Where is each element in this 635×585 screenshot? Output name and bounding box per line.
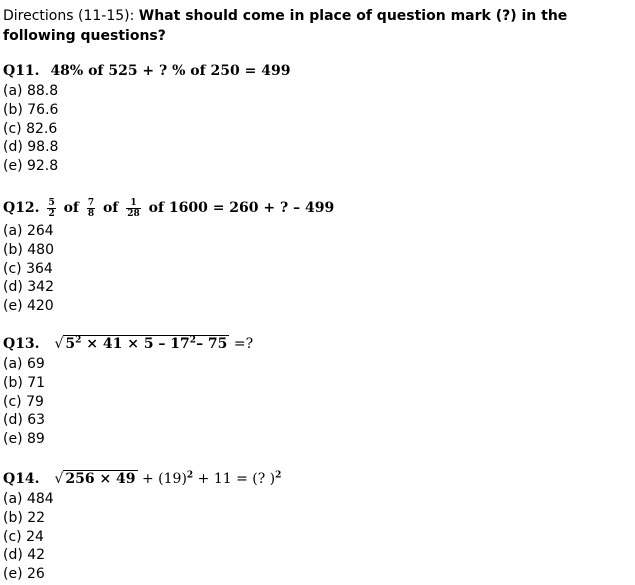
question-12 xyxy=(3,194,631,316)
square-root-sign: √ xyxy=(54,471,64,487)
question-number: Q12. xyxy=(3,200,40,216)
question-14-line xyxy=(3,468,631,490)
radicand-end: – 75 xyxy=(196,336,228,352)
question-13 xyxy=(3,333,631,449)
fraction-numerator: 1 xyxy=(126,198,141,209)
option-b: (b) 480 xyxy=(3,241,54,258)
option-d: (d) 63 xyxy=(3,412,46,429)
question-14-rest2: + 11 = (? ) xyxy=(193,471,276,487)
option-b: (b) 71 xyxy=(3,374,46,391)
option-c: (c) 24 xyxy=(3,528,44,545)
fraction-denominator: 8 xyxy=(87,208,95,219)
option-c: (c) 79 xyxy=(3,393,44,410)
question-11-line xyxy=(3,60,631,82)
exponent: 2 xyxy=(189,335,197,346)
option-a: (a) 69 xyxy=(3,356,45,372)
square-root xyxy=(54,333,229,355)
option-e: (e) 420 xyxy=(3,298,54,315)
fraction-5-2 xyxy=(47,198,55,219)
question-14 xyxy=(3,468,631,584)
directions xyxy=(3,6,631,46)
option-c: (c) 364 xyxy=(3,260,53,277)
question-14-rest: + (19) xyxy=(137,471,187,487)
exponent: 2 xyxy=(186,470,194,481)
question-number: Q14. xyxy=(3,471,40,487)
fraction-7-8 xyxy=(87,198,95,219)
option-d: (d) 342 xyxy=(3,279,54,296)
square-root xyxy=(54,468,137,490)
radicand-middle: × 41 × 5 – 17 xyxy=(81,336,190,352)
option-b: (b) 76.6 xyxy=(3,101,59,118)
fraction-denominator: 2 xyxy=(48,208,55,219)
option-e: (e) 26 xyxy=(3,566,45,583)
fraction-1-28 xyxy=(126,198,141,219)
square-root-sign: √ xyxy=(54,336,64,352)
option-a: (a) 484 xyxy=(3,491,54,507)
option-e: (e) 92.8 xyxy=(3,158,59,175)
option-e: (e) 89 xyxy=(3,431,45,448)
directions-label: Directions (11-15): xyxy=(3,8,139,24)
question-12-line xyxy=(3,194,631,222)
option-d: (d) 98.8 xyxy=(3,139,59,156)
exponent: 2 xyxy=(75,335,82,346)
equals-question: =? xyxy=(229,336,254,352)
option-d: (d) 42 xyxy=(3,547,46,564)
fraction-denominator: 28 xyxy=(127,208,140,219)
radicand-base: 5 xyxy=(65,336,76,352)
fraction-numerator: 7 xyxy=(87,197,95,208)
question-number: Q11. xyxy=(3,63,40,79)
of-text: of xyxy=(102,200,119,216)
option-b: (b) 22 xyxy=(3,509,46,526)
question-11 xyxy=(3,60,631,176)
question-11-expression: 48% of 525 + ? % of 250 = 499 xyxy=(50,63,291,79)
radicand xyxy=(63,335,229,352)
question-12-tail: of 1600 = 260 + ? – 499 xyxy=(148,200,335,216)
option-c: (c) 82.6 xyxy=(3,120,58,137)
option-a: (a) 88.8 xyxy=(3,83,59,99)
of-text: of xyxy=(63,200,79,216)
option-a: (a) 264 xyxy=(3,223,54,239)
exponent: 2 xyxy=(275,470,282,481)
fraction-numerator: 5 xyxy=(48,197,55,208)
question-13-line xyxy=(3,333,631,355)
question-number: Q13. xyxy=(3,336,40,352)
radicand: 256 × 49 xyxy=(65,471,136,487)
directions-text: What should come in place of question mark (?) in the following questions? xyxy=(3,8,568,44)
